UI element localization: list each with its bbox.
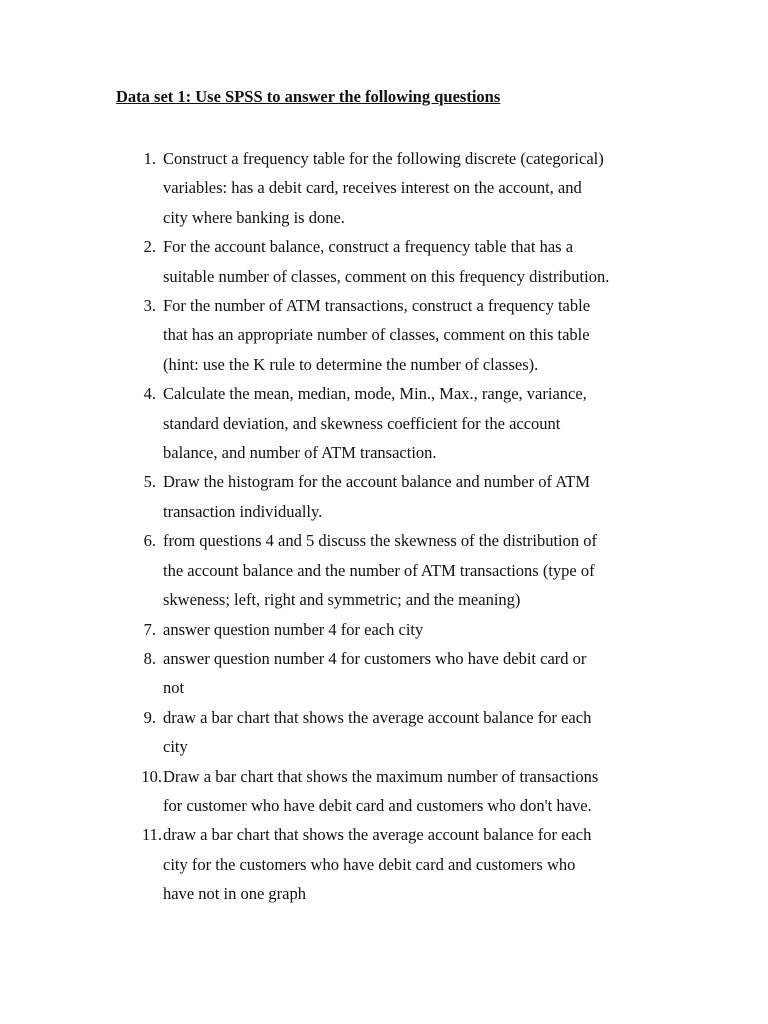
question-item-9 (0, 703, 768, 762)
question-line: that has an appropriate number of classes, comment on this table (163, 325, 590, 345)
question-line: transaction individually. (163, 501, 323, 521)
question-line: Draw a bar chart that shows the maximum number of transactions (163, 766, 599, 786)
question-line: have not in one graph (163, 884, 306, 904)
question-number: 3. (143, 296, 156, 316)
question-item-4 (0, 379, 768, 467)
question-line: (hint: use the K rule to determine the number of classes). (163, 354, 539, 374)
question-item-3 (0, 291, 768, 379)
question-line: For the number of ATM transactions, construct a frequency table (163, 296, 591, 316)
question-number: 2. (143, 237, 156, 257)
question-number: 11. (141, 825, 162, 845)
question-text (163, 144, 663, 232)
question-text (163, 379, 663, 467)
question-text (163, 703, 663, 762)
question-line: suitable number of classes, comment on this frequency distribution. (163, 266, 610, 286)
question-line: Draw the histogram for the account balance and number of ATM (163, 472, 591, 492)
question-item-1 (0, 144, 768, 232)
question-line: skweness; left, right and symmetric; and the meaning) (163, 590, 521, 610)
question-line: Calculate the mean, median, mode, Min., Max., range, variance, (163, 384, 587, 404)
question-number: 8. (143, 648, 156, 668)
question-item-11 (0, 820, 768, 908)
question-text (163, 762, 663, 821)
question-number: 7. (143, 619, 156, 639)
document-heading: Data set 1: Use SPSS to answer the following questions (116, 87, 501, 106)
question-text (163, 232, 663, 291)
question-text (163, 291, 663, 379)
question-item-7 (0, 615, 768, 644)
question-number: 1. (143, 149, 156, 168)
question-line: Construct a frequency table for the following discrete (categorical) (163, 149, 604, 168)
question-line: from questions 4 and 5 discuss the skewness of the distribution of (163, 531, 597, 551)
question-line: For the account balance, construct a frequency table that has a (163, 237, 574, 257)
question-line: city for the customers who have debit card and customers who (163, 854, 576, 874)
question-line: answer question number 4 for each city (163, 619, 424, 639)
question-number: 10. (141, 766, 162, 786)
question-text (163, 467, 663, 526)
question-line: city where banking is done. (163, 207, 345, 227)
question-item-10 (0, 762, 768, 821)
question-text (163, 615, 663, 644)
question-line: answer question number 4 for customers who have debit card or (163, 648, 587, 668)
question-item-6 (0, 526, 768, 614)
question-text (163, 820, 663, 908)
question-line: draw a bar chart that shows the average account balance for each (163, 825, 592, 845)
question-line: not (163, 678, 185, 698)
question-number: 5. (143, 472, 156, 492)
question-number: 6. (143, 531, 156, 551)
question-item-2 (0, 232, 768, 291)
question-line: variables: has a debit card, receives interest on the account, and (163, 178, 582, 198)
question-item-8 (0, 644, 768, 703)
question-line: for customer who have debit card and customers who don't have. (163, 795, 592, 815)
question-number: 4. (143, 384, 156, 404)
question-line: the account balance and the number of ATM transactions (type of (163, 560, 595, 580)
question-line: balance, and number of ATM transaction. (163, 443, 437, 463)
question-line: city (163, 737, 188, 757)
question-number: 9. (143, 707, 156, 727)
question-item-5 (0, 467, 768, 526)
question-list (0, 144, 768, 909)
question-line: draw a bar chart that shows the average account balance for each (163, 707, 592, 727)
question-line: standard deviation, and skewness coefficient for the account (163, 413, 561, 433)
question-text (163, 644, 663, 703)
question-text (163, 526, 663, 614)
